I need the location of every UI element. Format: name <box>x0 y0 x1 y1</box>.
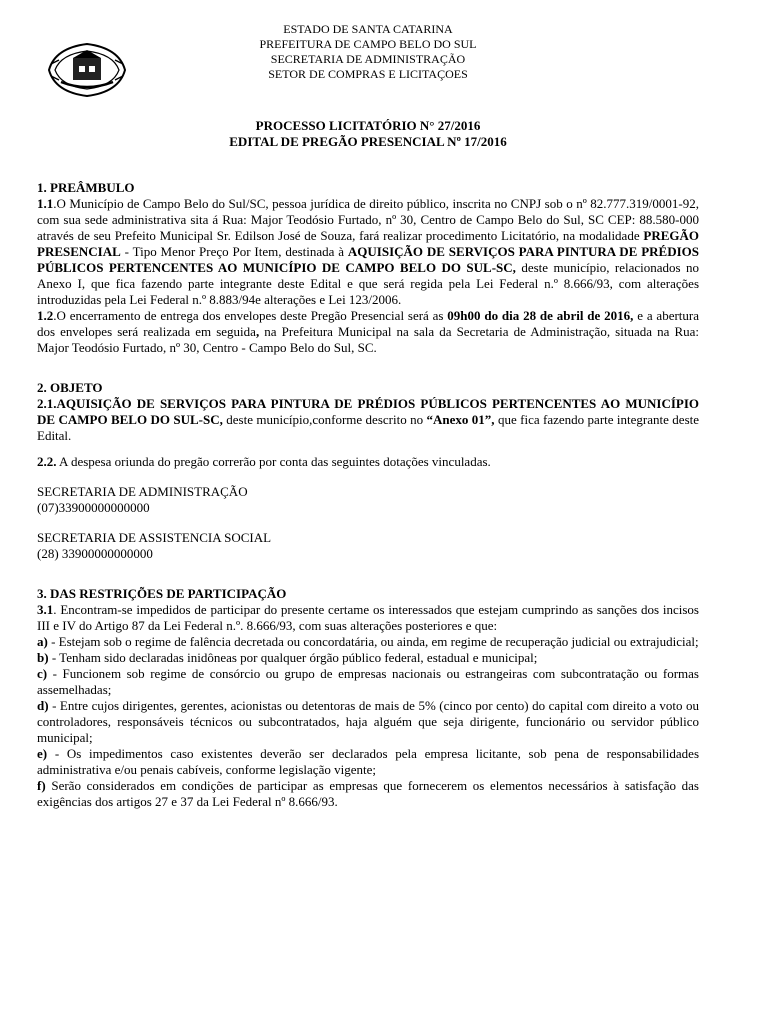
edital-title: EDITAL DE PREGÃO PRESENCIAL Nº 17/2016 <box>229 134 507 149</box>
section-2-heading: 2. OBJETO <box>37 380 103 395</box>
paragraph-2-2: 2.2. A despesa oriunda do pregão correrão por conta das seguintes dotações vinculadas. <box>37 454 491 469</box>
secretariat-name: SECRETARIA DE ADMINISTRAÇÃO <box>270 52 466 66</box>
paragraph-1-2: 1.2.O encerramento de entrega dos envelopes deste Pregão Presencial será as 09h00 do dia 28 de abril de 2016, e a abertura dos envelopes será realizada em seguida, na Prefeitura Municipal na sala da Secretaria de Administração, situada na Rua: Major Teodósio Furtado, nº 30, Centro - Campo Belo do Sul, SC. <box>37 308 700 355</box>
item-b: b) - Tenham sido declaradas inidôneas por qualquer órgão público federal, estadual e municipal; <box>37 650 538 665</box>
section-1-heading: 1. PREÂMBULO <box>37 180 135 195</box>
letterhead <box>37 22 699 86</box>
document-titles <box>37 118 699 150</box>
item-d: d) - Entre cujos dirigentes, gerentes, acionistas ou detentoras de mais de 5% (cinco por cento) do capital com direito a voto ou controladores, responsáveis técnicos ou subcontratados, haja alguém que seja dirigente, funcionário ou servidor público municipal; <box>37 698 699 745</box>
section-3-heading: 3. DAS RESTRIÇÕES DE PARTICIPAÇÃO <box>37 586 287 601</box>
paragraph-1-1: 1.1.O Município de Campo Belo do Sul/SC, pessoa jurídica de direito público, inscrita no CNPJ sob o nº 82.777.319/0001-92, com sua sede administrativa sita á Rua: Major Teodósio Furtado, nº 30, Centro de Campo Belo do Sul, SC CEP: 88.580-000 através de seu Prefeito Municipal Sr. Edilson José de Souza, fará realizar procedimento Licitatório, na modalidade PREGÃO PRESENCIAL - Tipo Menor Preço Por Item, destinada à AQUISIÇÃO DE SERVIÇOS PARA PINTURA DE PRÉDIOS PÚBLICOS PERTENCENTES AO MUNICÍPIO DE CAMPO BELO DO SUL-SC, deste município, relacionados no Anexo I, que fica fazendo parte integrante deste Edital e que será regida pela Lei Federal n.º 8.666/93, com alterações introduzidas pela Lei Federal n.º 8.883/94e alterações e Lei 123/2006. <box>37 196 699 307</box>
paragraph-3-1: 3.1. Encontram-se impedidos de participar do presente certame os interessados que estejam cumprindo as sanções dos incisos III e IV do Artigo 87 da Lei Federal n.º. 8.666/93, com suas alterações posteriores e que: <box>37 602 699 633</box>
item-f: f) Serão considerados em condições de participar as empresas que fornecerem os elementos necessários à satisfação das exigências dos artigos 27 e 37 da Lei Federal nº 8.666/93. <box>37 778 699 809</box>
dotacao-2-name: SECRETARIA DE ASSISTENCIA SOCIAL <box>37 530 272 545</box>
paragraph-2-1: 2.1.AQUISIÇÃO DE SERVIÇOS PARA PINTURA DE PRÉDIOS PÚBLICOS PERTENCENTES AO MUNICÍPIO DE CAMPO BELO DO SUL-SC, deste município,conforme descrito no “Anexo 01”, que fica fazendo parte integrante deste Edital. <box>37 396 700 443</box>
prefecture-name: PREFEITURA DE CAMPO BELO DO SUL <box>259 37 477 51</box>
dotacao-1-name: SECRETARIA DE ADMINISTRAÇÃO <box>37 484 248 499</box>
item-e: e) - Os impedimentos caso existentes deverão ser declarados pela empresa licitante, sob pena de responsabilidades administrativa e/ou penais cabíveis, conforme legislação vigente; <box>37 746 699 777</box>
process-title: PROCESSO LICITATÓRIO N° 27/2016 <box>255 118 481 133</box>
document-page <box>37 22 699 810</box>
letterhead-text <box>37 22 699 82</box>
dotacao-1-code: (07)33900000000000 <box>37 500 150 515</box>
item-a: a) - Estejam sob o regime de falência decretada ou concordatária, ou ainda, em regime de recuperação judicial ou extrajudicial; <box>37 634 699 649</box>
sector-name: SETOR DE COMPRAS E LICITAÇOES <box>268 67 468 81</box>
state-name: ESTADO DE SANTA CATARINA <box>283 22 453 36</box>
dotacao-2-code: (28) 33900000000000 <box>37 546 153 561</box>
item-c: c) - Funcionem sob regime de consórcio ou grupo de empresas nacionais ou estrangeiras com subcontratação ou formas assemelhadas; <box>37 666 699 697</box>
